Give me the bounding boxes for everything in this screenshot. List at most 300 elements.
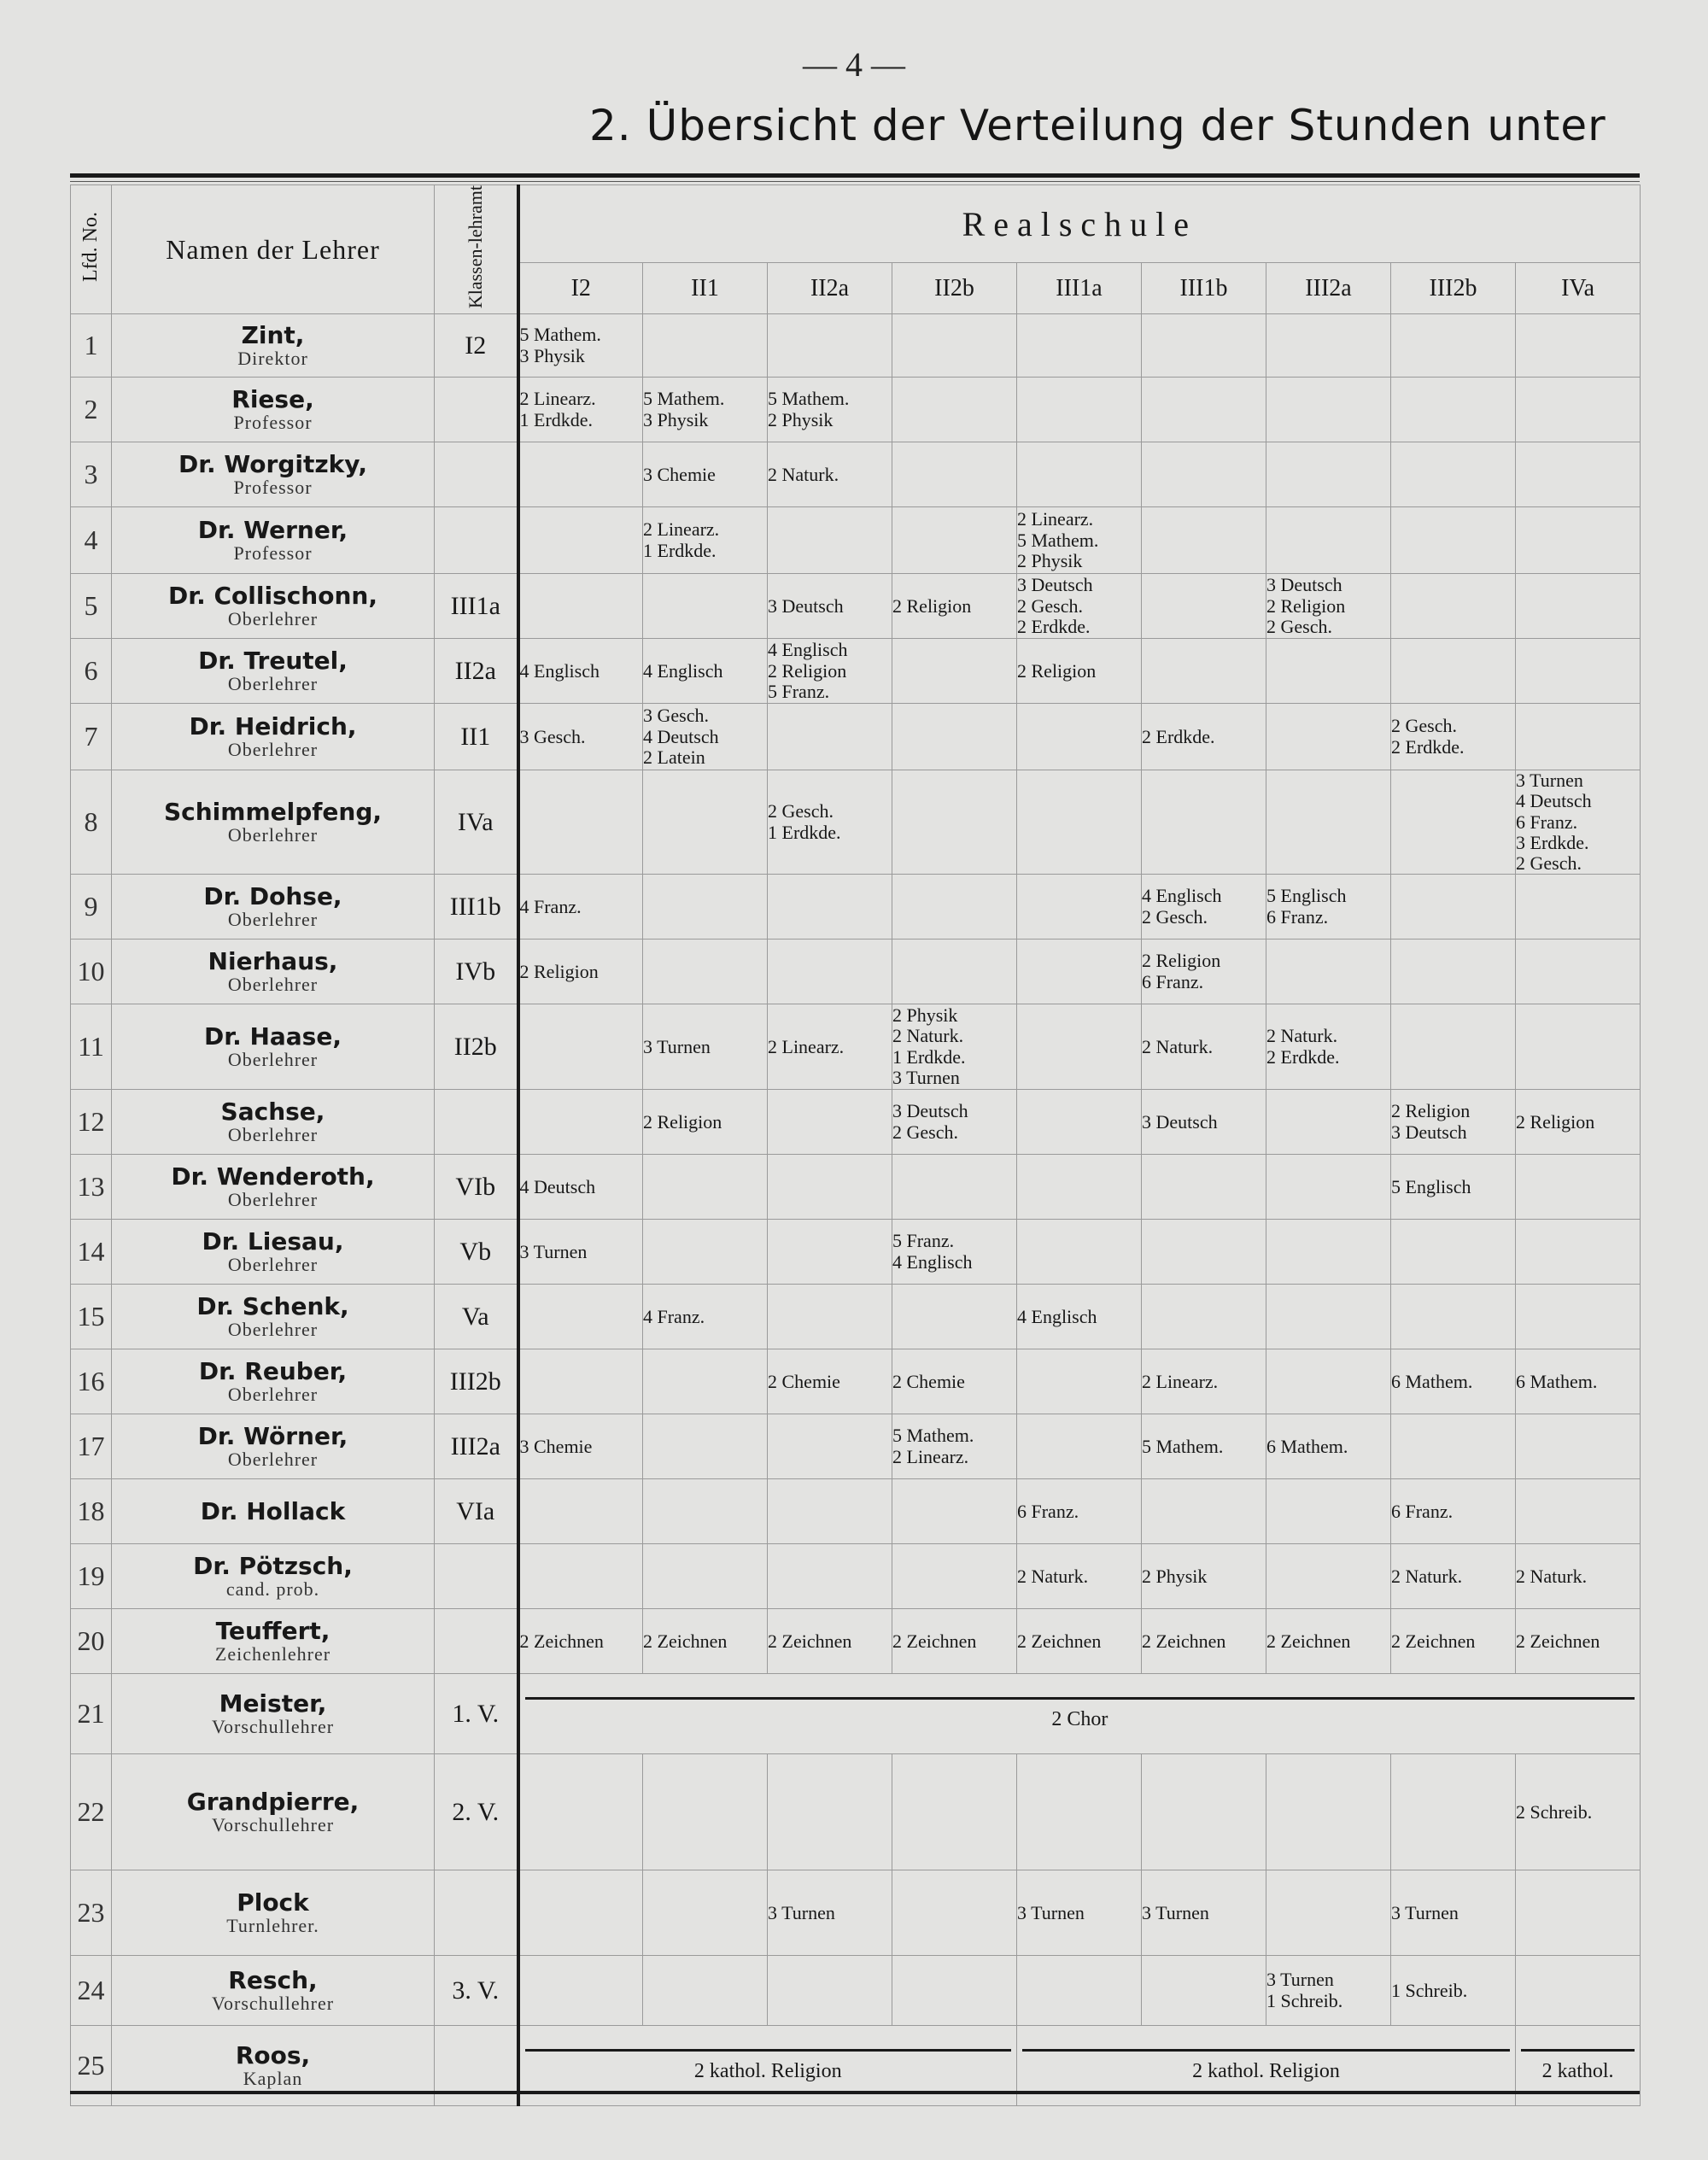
hours-cell: 2 Naturk. 2 Erdkde. [1266,1004,1391,1090]
hours-cell [1266,1544,1391,1609]
hours-cell: 5 Englisch 6 Franz. [1266,875,1391,940]
hours-cell [518,1285,643,1349]
hours-cell [892,442,1017,507]
class-teacher-cell [435,1090,518,1155]
hours-cell [518,1349,643,1414]
combined-hours-text: 2 kathol. Religion [693,2059,842,2082]
class-teacher-cell [435,1544,518,1609]
teacher-title: Vorschullehrer [211,1813,335,1835]
row-number: 9 [71,875,112,940]
hours-cell: 3 Turnen [643,1004,768,1090]
row-number: 23 [71,1870,112,1956]
hours-cell: 5 Englisch [1391,1155,1516,1220]
hours-cell: 6 Mathem. [1391,1349,1516,1414]
hours-cell: 2 Religion [518,940,643,1004]
hours-cell [1017,442,1142,507]
hours-cell: 4 Englisch 2 Gesch. [1142,875,1266,940]
hours-cell [892,875,1017,940]
hours-cell: 3 Turnen [1391,1870,1516,1956]
hours-cell [1266,940,1391,1004]
teacher-cell [112,1609,435,1674]
hours-cell [768,1754,892,1870]
hours-cell [518,1090,643,1155]
hours-cell [1017,1349,1142,1414]
hours-cell: 2 Gesch. 1 Erdkde. [768,770,892,875]
header-class-iii2b: III2b [1391,263,1516,314]
hours-cell: 2 Zeichnen [1516,1609,1641,1674]
teacher-name: Schimmelpfeng, [163,798,383,827]
hours-cell: 5 Franz. 4 Englisch [892,1220,1017,1285]
teacher-cell [112,1544,435,1609]
teacher-name: Dr. Heidrich, [189,712,357,741]
hours-cell: 4 Franz. [643,1285,768,1349]
hours-cell [1391,507,1516,574]
teacher-title: Vorschullehrer [211,1992,335,2014]
teacher-cell [112,1090,435,1155]
teacher-title: Oberlehrer [227,738,319,760]
hours-cell: 2 Zeichnen [1142,1609,1266,1674]
hours-cell [1017,940,1142,1004]
teacher-name: Dr. Werner, [197,516,348,545]
teacher-name: Sachse, [220,1098,325,1127]
hours-cell [892,378,1017,442]
hours-cell: 1 Schreib. [1391,1956,1516,2026]
hours-cell [1142,314,1266,378]
hours-cell [1516,314,1641,378]
table-row [71,770,1641,875]
top-rule-thin [70,181,1640,182]
teacher-name: Meister, [219,1689,327,1718]
hours-cell [643,1349,768,1414]
table-row [71,875,1641,940]
header-class-ii2b: II2b [892,263,1017,314]
hours-cell: 2 Naturk. [768,442,892,507]
header-class-iii1b: III1b [1142,263,1266,314]
hours-cell [643,875,768,940]
class-teacher-cell [435,507,518,574]
teacher-cell [112,378,435,442]
class-teacher-cell: II2a [435,639,518,704]
row-number: 10 [71,940,112,1004]
hours-cell: 3 Gesch. 4 Deutsch 2 Latein [643,704,768,770]
hours-cell [1516,940,1641,1004]
hours-cell [1266,1220,1391,1285]
row-number: 24 [71,1956,112,2026]
row-number: 8 [71,770,112,875]
header-realschule: Realschule [518,185,1641,263]
teacher-cell [112,1349,435,1414]
hours-cell [1391,875,1516,940]
table-row [71,1155,1641,1220]
table-row [71,1544,1641,1609]
hours-cell: 3 Turnen [1142,1870,1266,1956]
hours-cell [1142,639,1266,704]
hours-cell: 4 Englisch [643,639,768,704]
hours-cell: 2 Zeichnen [1391,1609,1516,1674]
hours-cell: 5 Mathem. 3 Physik [518,314,643,378]
hours-cell [518,574,643,639]
hours-cell [768,507,892,574]
hours-cell [1142,1754,1266,1870]
hours-cell [1142,1479,1266,1544]
teacher-name: Zint, [241,321,305,350]
hours-cell [1142,1155,1266,1220]
teacher-title: Professor [233,541,313,564]
teacher-name: Nierhaus, [208,947,338,976]
hours-cell [1391,442,1516,507]
hours-cell: 2 Linearz. [768,1004,892,1090]
hours-cell [768,1285,892,1349]
teacher-name: Dr. Haase, [204,1022,342,1051]
teacher-title: cand. prob. [225,1578,320,1600]
teacher-cell [112,875,435,940]
teacher-name: Dr. Liesau, [202,1227,344,1256]
hours-cell [643,574,768,639]
hours-cell [768,1414,892,1479]
hours-cell: 2 Religion [1017,639,1142,704]
teacher-title: Zeichenlehrer [214,1642,331,1665]
teacher-cell [112,507,435,574]
hours-cell: 2 Chemie [892,1349,1017,1414]
hours-cell [1266,1870,1391,1956]
teacher-cell [112,1754,435,1870]
combined-hours-cell [518,1674,1641,1754]
teacher-title: Professor [233,411,313,433]
header-number: Lfd. No. [71,185,112,314]
hours-cell: 2 Religion [643,1090,768,1155]
hours-cell: 3 Deutsch 2 Religion 2 Gesch. [1266,574,1391,639]
table-body [71,314,1641,2106]
hours-cell [1516,378,1641,442]
teacher-title: Oberlehrer [227,1383,319,1405]
teacher-cell [112,1870,435,1956]
teacher-cell [112,639,435,704]
hours-cell [1516,1285,1641,1349]
hours-cell [1516,1004,1641,1090]
table-row [71,378,1641,442]
hours-cell: 2 Erdkde. [1142,704,1266,770]
hours-cell: 2 Linearz. [1142,1349,1266,1414]
hours-cell [1142,1220,1266,1285]
hours-cell [1516,704,1641,770]
teacher-hours-table [70,184,1641,2106]
hours-cell: 4 Franz. [518,875,643,940]
hours-cell: 3 Chemie [518,1414,643,1479]
hours-cell: 3 Turnen [1017,1870,1142,1956]
table-row [71,704,1641,770]
hours-cell: 2 Zeichnen [768,1609,892,1674]
teacher-cell [112,1004,435,1090]
teacher-title: Oberlehrer [227,1048,319,1070]
teacher-title: Oberlehrer [227,1188,319,1210]
teacher-name: Riese, [231,385,314,414]
header-class-teacher: Klassen-lehramt [435,185,518,314]
hours-cell: 2 Religion [1516,1090,1641,1155]
hours-cell: 2 Religion 6 Franz. [1142,940,1266,1004]
hours-cell [643,1870,768,1956]
hours-cell [892,1479,1017,1544]
class-teacher-cell: III1a [435,574,518,639]
hours-cell [1017,1004,1142,1090]
teacher-name: Dr. Schenk, [196,1292,349,1321]
header-class-i2: I2 [518,263,643,314]
hours-cell [1516,574,1641,639]
hours-cell: 2 Naturk. [1142,1004,1266,1090]
table-row [71,1479,1641,1544]
hours-cell [1017,1754,1142,1870]
table-row [71,1754,1641,1870]
header-class-ii1: II1 [643,263,768,314]
hours-cell: 4 Englisch [1017,1285,1142,1349]
table-row [71,1414,1641,1479]
teacher-cell [112,1414,435,1479]
class-teacher-cell: VIa [435,1479,518,1544]
hours-cell: 3 Deutsch 2 Gesch. 2 Erdkde. [1017,574,1142,639]
table-row [71,314,1641,378]
table-row [71,639,1641,704]
page-title: 2. Übersicht der Verteilung der Stunden unter [589,101,1606,150]
hours-cell: 4 Englisch [518,639,643,704]
row-number: 14 [71,1220,112,1285]
hours-cell: 3 Turnen [518,1220,643,1285]
hours-cell [1017,704,1142,770]
hours-cell: 6 Mathem. [1516,1349,1641,1414]
hours-cell [643,1220,768,1285]
hours-cell [643,1414,768,1479]
class-teacher-cell: IVb [435,940,518,1004]
hours-cell: 3 Turnen 4 Deutsch 6 Franz. 3 Erdkde. 2 Gesch. [1516,770,1641,875]
hours-cell [768,1220,892,1285]
table-row [71,1285,1641,1349]
hours-cell: 2 Physik [1142,1544,1266,1609]
hours-cell [1516,442,1641,507]
teacher-cell [112,1674,435,1754]
class-teacher-cell [435,442,518,507]
teacher-name: Roos, [235,2041,311,2070]
teacher-cell [112,442,435,507]
hours-cell: 3 Deutsch [768,574,892,639]
header-teacher-names: Namen der Lehrer [112,185,435,314]
teacher-title: Oberlehrer [227,1318,319,1340]
hours-cell [1391,940,1516,1004]
hours-cell: 4 Englisch 2 Religion 5 Franz. [768,639,892,704]
teacher-name: Dr. Hollack [200,1496,346,1525]
hours-cell [1516,875,1641,940]
hours-cell [1017,314,1142,378]
bracket-line [525,2049,1012,2052]
hours-cell [1142,1956,1266,2026]
hours-cell: 6 Franz. [1391,1479,1516,1544]
hours-cell [768,1155,892,1220]
hours-cell: 2 Linearz. 1 Erdkde. [518,378,643,442]
table-row [71,1609,1641,1674]
teacher-name: Dr. Reuber, [198,1357,348,1386]
hours-cell [768,940,892,1004]
row-number: 11 [71,1004,112,1090]
hours-cell [1266,378,1391,442]
hours-cell [518,1479,643,1544]
hours-cell: 2 Chemie [768,1349,892,1414]
hours-cell [643,1956,768,2026]
hours-cell [1017,1414,1142,1479]
row-number: 7 [71,704,112,770]
teacher-cell [112,314,435,378]
hours-cell [1516,1220,1641,1285]
hours-cell [643,1544,768,1609]
hours-cell: 5 Mathem. 2 Linearz. [892,1414,1017,1479]
teacher-name: Dr. Wenderoth, [171,1162,375,1191]
teacher-name: Dr. Wörner, [197,1422,348,1451]
hours-cell [1516,1414,1641,1479]
row-number: 15 [71,1285,112,1349]
header-class-iii2a: III2a [1266,263,1391,314]
hours-cell [1017,770,1142,875]
hours-cell [1142,770,1266,875]
hours-cell [1142,378,1266,442]
hours-cell [768,1090,892,1155]
hours-cell [1266,1349,1391,1414]
row-number: 17 [71,1414,112,1479]
table-row [71,940,1641,1004]
class-teacher-cell: III1b [435,875,518,940]
class-teacher-cell [435,1609,518,1674]
hours-cell [1266,507,1391,574]
hours-cell [892,770,1017,875]
teacher-title: Turnlehrer. [226,1914,319,1936]
class-teacher-cell: III2a [435,1414,518,1479]
teacher-name: Resch, [228,1966,318,1995]
teacher-title: Kaplan [243,2067,303,2089]
bracket-line [525,1697,1635,1700]
hours-cell [518,442,643,507]
hours-cell [1391,314,1516,378]
header-class-iva: IVa [1516,263,1641,314]
teacher-title: Oberlehrer [227,1448,319,1470]
class-teacher-cell [435,378,518,442]
hours-cell [1017,1220,1142,1285]
hours-cell [518,1004,643,1090]
hours-cell [892,507,1017,574]
row-number: 2 [71,378,112,442]
hours-cell [1266,1479,1391,1544]
teacher-cell [112,1479,435,1544]
teacher-name: Dr. Pötzsch, [193,1552,353,1581]
hours-cell [892,940,1017,1004]
teacher-cell [112,1220,435,1285]
class-teacher-cell: II2b [435,1004,518,1090]
hours-cell: 2 Zeichnen [1266,1609,1391,1674]
teacher-title: Oberlehrer [227,607,319,629]
top-rule [70,173,1640,178]
class-teacher-cell: IVa [435,770,518,875]
table-row [71,1349,1641,1414]
teacher-title: Professor [233,476,313,498]
hours-cell: 2 Schreib. [1516,1754,1641,1870]
hours-cell [518,507,643,574]
class-teacher-cell: Vb [435,1220,518,1285]
hours-cell: 2 Linearz. 5 Mathem. 2 Physik [1017,507,1142,574]
hours-cell: 2 Naturk. [1516,1544,1641,1609]
hours-cell: 3 Turnen 1 Schreib. [1266,1956,1391,2026]
hours-cell [518,1754,643,1870]
teacher-cell [112,574,435,639]
teacher-title: Oberlehrer [227,823,319,846]
hours-cell [1391,1414,1516,1479]
hours-cell: 5 Mathem. 3 Physik [643,378,768,442]
row-number: 12 [71,1090,112,1155]
teacher-title: Oberlehrer [227,908,319,930]
teacher-name: Dr. Dohse, [203,882,342,911]
row-number: 22 [71,1754,112,1870]
teacher-cell [112,704,435,770]
hours-cell: 2 Zeichnen [1017,1609,1142,1674]
class-teacher-cell: 3. V. [435,1956,518,2026]
table-row [71,1870,1641,1956]
hours-cell [1516,507,1641,574]
hours-cell [1516,639,1641,704]
hours-cell [1142,574,1266,639]
hours-cell [768,1956,892,2026]
hours-cell: 2 Linearz. 1 Erdkde. [643,507,768,574]
hours-cell: 2 Zeichnen [518,1609,643,1674]
hours-cell [1266,442,1391,507]
hours-cell [892,1870,1017,1956]
hours-cell [1391,1285,1516,1349]
hours-cell [1391,1004,1516,1090]
hours-cell: 2 Religion [892,574,1017,639]
row-number: 16 [71,1349,112,1414]
teacher-cell [112,1285,435,1349]
hours-cell [1142,507,1266,574]
teacher-name: Dr. Collischonn, [168,582,377,611]
teacher-title: Oberlehrer [227,1253,319,1275]
combined-hours-text: 2 kathol. [1541,2059,1614,2082]
hours-cell [643,770,768,875]
hours-cell [1017,378,1142,442]
row-number: 5 [71,574,112,639]
hours-cell [892,1155,1017,1220]
hours-cell [768,875,892,940]
teacher-name: Dr. Treutel, [198,647,348,676]
teacher-title: Oberlehrer [227,973,319,995]
class-teacher-cell: 1. V. [435,1674,518,1754]
hours-cell: 4 Deutsch [518,1155,643,1220]
teacher-cell [112,770,435,875]
hours-cell: 2 Gesch. 2 Erdkde. [1391,704,1516,770]
row-number: 4 [71,507,112,574]
class-teacher-cell: Va [435,1285,518,1349]
page-number: — 4 — [803,45,905,84]
hours-cell: 2 Zeichnen [892,1609,1017,1674]
hours-cell [643,314,768,378]
hours-cell: 6 Franz. [1017,1479,1142,1544]
hours-cell [1516,1155,1641,1220]
hours-cell [1391,770,1516,875]
hours-cell: 2 Naturk. [1017,1544,1142,1609]
teacher-name: Grandpierre, [186,1788,360,1817]
hours-cell [892,314,1017,378]
class-teacher-cell: II1 [435,704,518,770]
hours-cell: 5 Mathem. [1142,1414,1266,1479]
hours-cell: 3 Deutsch 2 Gesch. [892,1090,1017,1155]
hours-cell [1391,378,1516,442]
table-row [71,507,1641,574]
hours-cell: 2 Zeichnen [643,1609,768,1674]
hours-cell [1266,1754,1391,1870]
hours-cell [892,1956,1017,2026]
row-number: 21 [71,1674,112,1754]
row-number: 20 [71,1609,112,1674]
